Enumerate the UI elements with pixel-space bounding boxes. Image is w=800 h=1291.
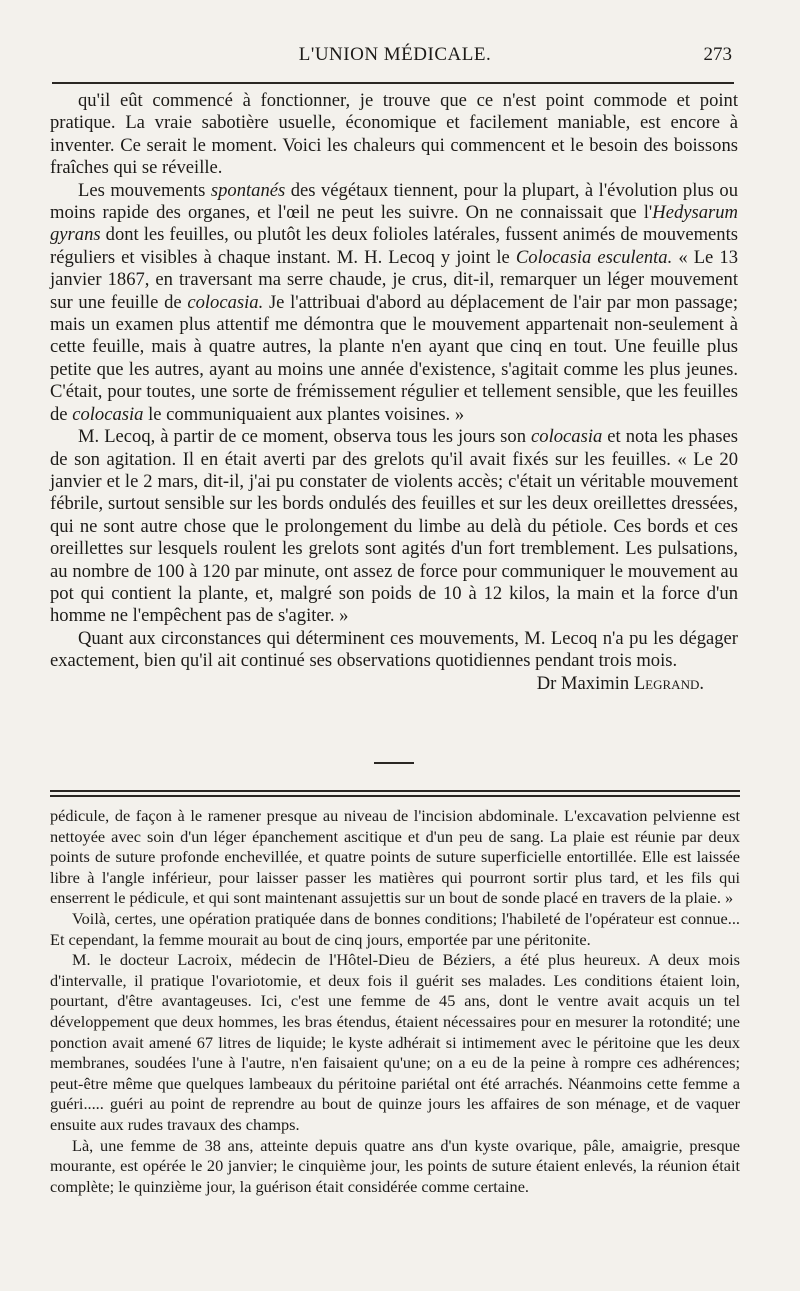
article-paragraph: qu'il eût commencé à fonctionner, je trouve que ce n'est point commode et point pratique. La vraie sabotière usuelle, économique et facilement maniable, est encore à inventer. Ce serait le moment. Voici les chaleurs qui commencent et le besoin des boissons fraîches qui se réveille. [50,90,738,179]
italic-term: colocasia [72,403,144,425]
italic-term: colocasia [531,426,603,448]
italic-term: colocasia. [187,291,264,313]
italic-term: spontanés [210,179,286,201]
header-rule [52,82,734,84]
journal-title: L'UNION MÉDICALE. [298,44,492,65]
page-number: 273 [703,44,732,65]
feuilleton-body [50,806,740,1197]
signature-name: Legrand. [633,672,704,694]
italic-term: Colocasia esculenta. [515,246,673,268]
feuilleton-separator [50,790,740,797]
article-paragraph: M. Lecoq, à partir de ce moment, observa tous les jours son colocasia et nota les phases de son agitation. Il en était averti par des grelots qu'il avait fixés sur les feuilles. « Le 20 janvier et le 2 mars, dit-il, j'ai pu constater de violents accès; c'était un véritable mouvement fébrile, surtout sensible sur les bords ondulés des feuilles et sur les deux oreillettes dressées, qui ne sont autre chose que le prolongement du limbe au delà du pétiole. Ces bords et ces oreillettes sur lesquels roulent les grelots sont agités d'un fort tremblement. Les pulsations, au nombre de 100 à 120 par minute, ont assez de force pour communiquer le mouvement au pot qui contient la plante, et, malgré son poids de 10 à 12 kilos, la main et la force d'un homme ne l'empêchent pas de s'agiter. » [50,426,738,627]
feuilleton-paragraph: pédicule, de façon à le ramener presque au niveau de l'incision abdominale. L'excavation pelvienne est nettoyée avec soin d'un léger épanchement ascitique et d'un peu de sang. La plaie est réunie par deux points de suture profonde enchevillée, et quatre points de suture superficielle entortillée. Elle est laissée libre à l'angle inférieur, pour laisser passer les matières qui pourront sortir plus tard, et les fils qui enserrent le pédicule, et qui sont maintenant assujettis sur un bout de sonde placé en travers de la plaie. » [50,806,740,908]
feuilleton-paragraph: M. le docteur Lacroix, médecin de l'Hôtel-Dieu de Béziers, a été plus heureux. A deux mois d'intervalle, il pratique l'ovariotomie, et deux fois il guérit ses malades. Les conditions étaient loin, pourtant, d'être avantageuses. Ici, c'est une femme de 45 ans, dont le ventre avait acquis un tel développement que deux hommes, les bras étendus, étaient nécessaires pour en mesurer la rotondité; une ponction avait amené 67 litres de liquide; le kyste adhérait si intimement avec le péritoine que les deux membranes, soudées l'une à l'autre, n'en faisaient qu'une; on a eu de la peine à rompre ces adhérences; peut-être même que quelques lambeaux du péritoine pariétal ont été arrachés. Néanmoins cette femme a guéri..... guéri au point de reprendre au bout de quinze jours les affaires de son ménage, et de vaquer ensuite aux rudes travaux des champs. [50,950,740,1134]
feuilleton-paragraph: Voilà, certes, une opération pratiquée dans de bonnes conditions; l'habileté de l'opérateur est connue... Et cependant, la femme mourait au bout de cinq jours, emportée par une péritonite. [50,908,740,949]
feuilleton-paragraph: Là, une femme de 38 ans, atteinte depuis quatre ans d'un kyste ovarique, pâle, amaigrie, presque mourante, est opérée le 20 janvier; le cinquième jour, les points de suture étaient enlevés, la réunion était complète; le quinzième jour, la guérison était considérée comme certaine. [50,1135,740,1196]
article-body [50,90,738,695]
article-paragraph: Les mouvements spontanés des végétaux tiennent, pour la plupart, à l'évolution plus ou moins rapide des organes, et l'œil ne peut les suivre. On ne connaissait que l'Hedysarum gyrans dont les feuilles, ou plutôt les deux folioles latérales, fussent animés de mouvements réguliers et visibles à chaque instant. M. H. Lecoq y joint le Colocasia esculenta. « Le 13 janvier 1867, en traversant ma serre chaude, je crus, dit-il, remarquer un léger mouvement sur une feuille de colocasia. Je l'attribuai d'abord au déplacement de l'air par mon passage; mais un examen plus attentif me démontra que le mouvement appartenait non-seulement à cette feuille, mais à quatre autres, la plante n'en ayant que cinq en tout. Une feuille plus petite que les autres, ayant au moins une année d'existence, s'agitait comme les plus jeunes. C'était, pour toutes, une sorte de frémissement régulier et tellement sensible, que les feuilles de colocasia le communiquaient aux plantes voisines. » [50,179,738,425]
signature-prefix: Dr Maximin [536,672,634,694]
end-of-article-rule [374,762,414,764]
author-signature [50,673,738,695]
newspaper-page [50,0,740,1291]
running-head [50,44,740,74]
article-paragraph: Quant aux circonstances qui déterminent ces mouvements, M. Lecoq n'a pu les dégager exactement, bien qu'il ait continué ses observations quotidiennes pendant trois mois. [50,627,738,672]
italic-term: Hedysarum gyrans [50,202,738,246]
